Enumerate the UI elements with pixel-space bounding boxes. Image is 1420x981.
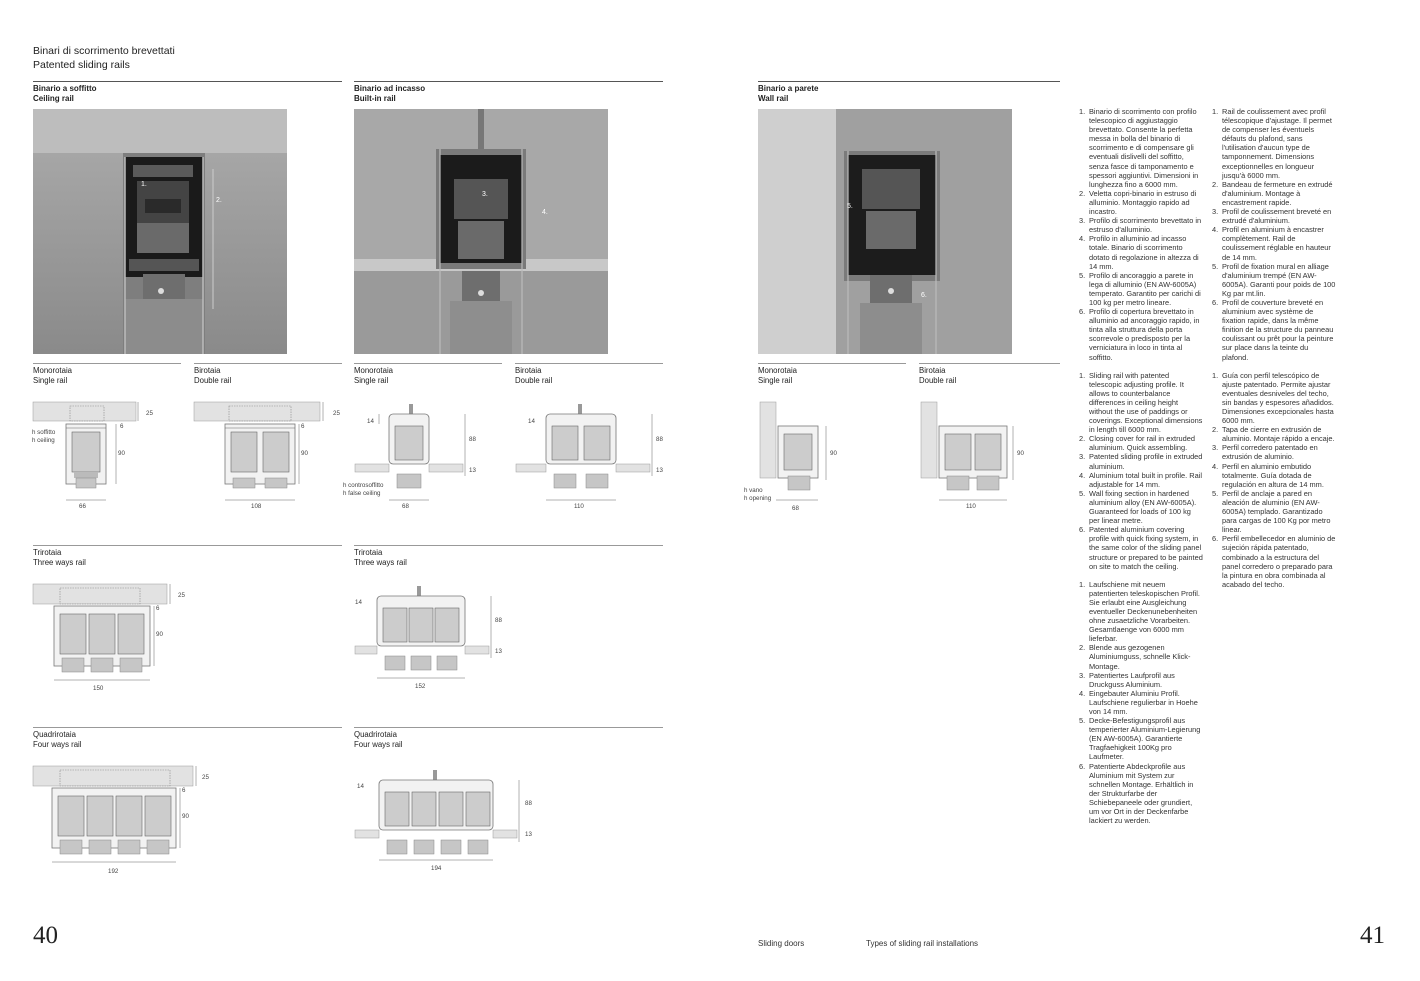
divider xyxy=(758,81,1060,82)
divider xyxy=(194,363,342,364)
dim-label: 150 xyxy=(93,685,104,692)
photo-label-5: 5. xyxy=(847,203,853,210)
dim-label: 88 xyxy=(656,436,663,443)
dim-label: 90 xyxy=(156,631,163,638)
dim-label: 13 xyxy=(469,467,476,474)
builtin-rail-photo xyxy=(354,109,608,354)
dim-label: 25 xyxy=(146,410,153,417)
wall-single-rail-drawing xyxy=(742,396,902,516)
notes-english: 1. Sliding rail with patented telescopic adjusting profile. It allows to counterbalance differences in ceiling height without the use of paddings or coverings. Exceptional dimensions in length till 6000 mm. 2. Closing cover for rail in extruded aluminium. Quick assembling. 3. Patented sliding profile in extruded aluminium. 4. Aluminium total built in profile. Rail adjustable for 14 mm. 5. Wall fixing section in hardened aluminium alloy (EN AW-6005A). Guaranteed for loads of 100 kg per linear metre. 6. Patented aluminium covering profile with quick fixing system, in the same color of the sliding panel structure or prepared to be painted on site to match the ceiling. xyxy=(1079,370,1203,571)
notes-german: 1. Laufschiene mit neuem patentierten teleskopischen Profil. Sie erlaubt eine Ausgleichung eventueller Deckenunebenheiten ohne zusaetzliche Vorarbeiten. Gesamtlaenge von 6000 mm lieferbar. 2. Blende aus gezogenen Aluminiumguss, schnelle Klick-Montage. 3. Patentiertes Laufprofil aus Druckguss Aluminium. 4. Eingebauter Aluminiu Profil. Laufschiene regulierbar in Hoehe von 14 mm. 5. Decke-Befestigungsprofil aus temperierter Aluminium-Legierung (EN AW-6005A). Garantierte Tragfaehigkeit 100Kg pro Laufmeter. 6. Patentierte Abdeckprofile aus Aluminium mit System zur schnellen Montage. Erhältlich in der Strukturfarbe der Schiebepaneele oder grundiert, um vor Ort in der Deckenfarbe lackiert zu werden. xyxy=(1079,579,1201,826)
notes-italian: 1. Binario di scorrimento con profilo telescopico di aggiustaggio brevettato. Consente la perfetta messa in bolla del binario di scorrimento e di compensare gli eventuali dislivelli del soffitto, senza fasce di tamponamento e spessori aggiuntivi. Dimensioni in lunghezza fino a 6000 mm. 2. Veletta copri-binario in estruso di alluminio. Montaggio rapido ad incastro. 3. Profilo di scorrimento brevettato in estruso d'alluminio. 4. Profilo in alluminio ad incasso totale. Binario di scorrimento dotato di regolazione in altezza di 14 mm. 5. Profilo di ancoraggio a parete in lega di alluminio (EN AW-6005A) temperato. Garantito per carichi di 100 kg per metro lineare. 6. Profilo di copertura brevettato in alluminio ad ancoraggio rapido, in tinta alla struttura della porta scorrevole o predisposto per la verniciatura in loco in tinta al soffitto. xyxy=(1079,107,1202,362)
photo-label-4: 4. xyxy=(542,209,548,216)
height-label: h ceiling xyxy=(32,437,55,444)
section-builtin-rail: Binario ad incasso Built-in rail xyxy=(354,84,426,103)
dim-label: 13 xyxy=(656,467,663,474)
dim-label: 90 xyxy=(182,813,189,820)
photo-label-3: 3. xyxy=(482,191,488,198)
wall-double-rail-drawing xyxy=(919,396,1069,516)
caption-builtin-single: Monorotaia Single rail xyxy=(354,366,394,385)
divider xyxy=(354,81,663,82)
caption-builtin-three: Trirotaia Three ways rail xyxy=(354,548,407,567)
ceiling-single-rail-drawing xyxy=(30,396,190,516)
dim-label: 90 xyxy=(830,450,837,457)
dim-label: 14 xyxy=(528,418,535,425)
caption-ceiling-four: Quadrirotaia Four ways rail xyxy=(33,730,82,749)
caption-ceiling-double: Birotaia Double rail xyxy=(194,366,232,385)
notes-column-right xyxy=(1212,107,1336,598)
dim-label: 110 xyxy=(966,503,976,510)
page-number-left: 40 xyxy=(33,922,58,949)
ceiling-double-rail-drawing xyxy=(191,396,351,516)
builtin-double-rail-drawing xyxy=(514,396,674,516)
title-italian: Binari di scorrimento brevettati xyxy=(33,45,175,57)
divider xyxy=(354,727,663,728)
dim-label: 152 xyxy=(415,683,426,690)
divider xyxy=(354,363,502,364)
caption-ceiling-single: Monorotaia Single rail xyxy=(33,366,73,385)
builtin-three-rail-drawing xyxy=(353,580,533,700)
dim-label: 25 xyxy=(202,774,209,781)
photo-label-1: 1. xyxy=(141,181,147,188)
dim-label: 88 xyxy=(495,617,502,624)
dim-label: 13 xyxy=(495,648,502,655)
notes-french: 1. Rail de coulissement avec profil télescopique d'ajustage. Il permet de compenser les éventuels défauts du plafond, sans l'utilisation d'aucun type de tamponnement. Dimensions exceptionnelles en longueur jusqu'à 6000 mm. 2. Bandeau de fermeture en extrudé d'aluminium. Montage à encastrement rapide. 3. Profil de coulissement breveté en extrudé d'aluminium. 4. Profil en aluminium à encastrer complètement. Rail de coulissement réglable en hauteur de 14 mm. 5. Profil de fixation mural en alliage d'aluminium trempé (EN AW-6005A). Garanti pour poids de 100 Kg par mt.lin. 6. Profil de couverture breveté en aluminium avec système de fixation rapide, dans la même finition de la structure du panneau coulissant ou prêt pour la peinture sur place dans la teinte du plafond. xyxy=(1212,107,1336,362)
height-label: h controsoffitto xyxy=(343,482,384,489)
caption-wall-double: Birotaia Double rail xyxy=(919,366,957,385)
caption-builtin-four: Quadrirotaia Four ways rail xyxy=(354,730,403,749)
height-label: h false ceiling xyxy=(343,490,381,497)
builtin-four-rail-drawing xyxy=(353,762,543,882)
dim-label: 88 xyxy=(469,436,476,443)
title-english: Patented sliding rails xyxy=(33,59,130,71)
photo-label-2: 2. xyxy=(216,197,222,204)
divider xyxy=(33,727,342,728)
dim-label: 194 xyxy=(431,865,442,872)
divider xyxy=(33,81,342,82)
dim-label: 90 xyxy=(1017,450,1024,457)
dim-label: 90 xyxy=(118,450,125,457)
footer-topic: Types of sliding rail installations xyxy=(866,939,979,948)
dim-label: 108 xyxy=(251,503,262,510)
divider xyxy=(33,545,342,546)
section-wall-rail: Binario a parete Wall rail xyxy=(758,84,819,103)
notes-column-left xyxy=(1079,107,1203,834)
section-ceiling-rail: Binario a soffitto Ceiling rail xyxy=(33,84,97,103)
ceiling-rail-photo xyxy=(33,109,287,354)
dim-label: 13 xyxy=(525,831,532,838)
dim-label: 6 xyxy=(156,605,160,612)
wall-rail-photo xyxy=(758,109,1012,354)
divider xyxy=(919,363,1060,364)
divider xyxy=(354,545,663,546)
ceiling-three-rail-drawing xyxy=(30,580,210,700)
notes-spanish: 1. Guía con perfil telescópico de ajuste patentado. Permite ajustar eventuales desniveles del techo, sin bandas y espesores añadidos. Dimensiones excepcionales hasta 6000 mm. 2. Tapa de cierre en extrusión de aluminio. Montaje rápido a encaje. 3. Perfil corredero patentado en extrusión de aluminio. 4. Perfil en aluminio embutido totalmente. Guía dotada de regulación en altura de 14 mm. 5. Perfil de anclaje a pared en aleación de aluminio (EN AW-6005A) templado. Garantizado para cargas de 100 Kg por metro linear. 6. Perfil embellecedor en aluminio de sujeción rápida patentado, combinado a la estructura del panel corredero o preparado para la pintura en obra combinada al acabado del techo. xyxy=(1212,370,1336,589)
page-title xyxy=(33,44,175,72)
height-label: h vano xyxy=(744,487,763,494)
dim-label: 25 xyxy=(178,592,185,599)
height-label: h soffitto xyxy=(32,429,56,436)
divider xyxy=(33,363,181,364)
dim-label: 90 xyxy=(301,450,308,457)
dim-label: 6 xyxy=(182,787,186,794)
dim-label: 68 xyxy=(402,503,409,510)
dim-label: 68 xyxy=(792,505,799,512)
height-label: h opening xyxy=(744,495,772,502)
caption-ceiling-three: Trirotaia Three ways rail xyxy=(33,548,86,567)
dim-label: 6 xyxy=(301,423,305,430)
ceiling-four-rail-drawing xyxy=(30,762,220,882)
dim-label: 110 xyxy=(574,503,584,510)
dim-label: 66 xyxy=(79,503,86,510)
divider xyxy=(515,363,663,364)
dim-label: 6 xyxy=(120,423,124,430)
photo-label-6: 6. xyxy=(921,292,927,299)
caption-builtin-double: Birotaia Double rail xyxy=(515,366,553,385)
dim-label: 192 xyxy=(108,868,119,875)
builtin-single-rail-drawing xyxy=(343,396,513,516)
dim-label: 14 xyxy=(357,783,364,790)
page-number-right: 41 xyxy=(1360,922,1385,949)
caption-wall-single: Monorotaia Single rail xyxy=(758,366,798,385)
dim-label: 14 xyxy=(355,599,362,606)
dim-label: 14 xyxy=(367,418,374,425)
footer-section: Sliding doors xyxy=(758,939,805,948)
dim-label: 88 xyxy=(525,800,532,807)
divider xyxy=(758,363,906,364)
dim-label: 25 xyxy=(333,410,340,417)
